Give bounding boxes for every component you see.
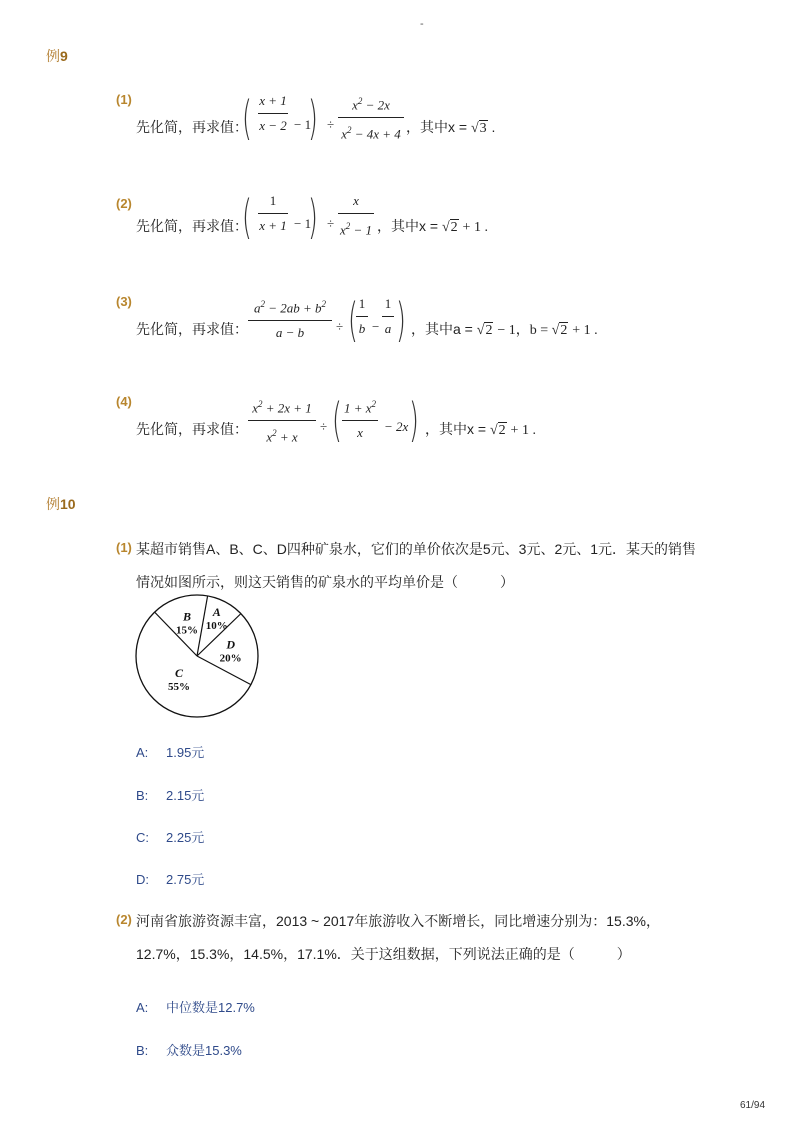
fraction: $x^2 - 2x$ $x^2 - 4x + 4$ [338, 93, 404, 143]
right-paren: ) [396, 293, 406, 347]
example-number: 10 [60, 496, 76, 512]
question-text: 12.7%，15.3%，14.5%，17.1%．关于这组数据，下列说法正确的是（ ） [136, 946, 631, 962]
problem-number: (3) [116, 294, 132, 309]
divide-sign: ÷ [320, 419, 328, 434]
pie-category-label: B [183, 609, 192, 624]
problem-number: (1) [116, 540, 132, 555]
divide-sign: ÷ [327, 216, 335, 231]
condition-line: ，其中a = √2 − 1，b = √2 + 1 . [411, 321, 598, 338]
pie-chart [132, 592, 262, 720]
right-paren: ) [409, 393, 419, 447]
fraction: 1 x + 1 [259, 193, 287, 233]
minus-one: − 1 [294, 117, 312, 132]
page-number: 61/94 [740, 1100, 766, 1111]
option-a[interactable]: A: 1.95元 [136, 745, 205, 760]
fraction: 1 a [382, 296, 394, 337]
pie-category-label: C [174, 665, 183, 680]
problem-prompt: 先化简，再求值： [136, 119, 248, 135]
divide-sign: ÷ [336, 319, 344, 334]
pie-category-label: D [226, 637, 236, 652]
left-paren: ( [332, 393, 342, 447]
option-d[interactable]: D: 2.75元 [136, 872, 205, 887]
fraction: x $x^2 - 1$ [339, 193, 373, 238]
left-paren: ( [242, 190, 252, 244]
condition-line: ，其中x = √2 + 1 . [425, 421, 536, 438]
fraction: $a^2 - 2ab + b^2$ a − b [248, 296, 332, 341]
option-b[interactable]: B: 众数是15.3% [136, 1043, 242, 1058]
question-text: 某超市销售A、B、C、D四种矿泉水，它们的单价依次是5元、3元、2元、1元．某天的销售 [136, 541, 697, 557]
minus-2x: − 2x [384, 419, 409, 434]
question-text: 情况如图所示，则这天销售的矿泉水的平均单价是（ ） [136, 574, 514, 590]
pie-value-label: 10% [205, 619, 228, 632]
example-number: 9 [60, 48, 68, 64]
problem-number: (4) [116, 394, 132, 409]
condition-line: ，其中x = √2 + 1 . [377, 218, 488, 235]
pie-value-label: 20% [219, 652, 242, 665]
minus-sign: − [372, 319, 380, 334]
left-paren: ( [348, 293, 358, 347]
example-9-heading [46, 46, 68, 66]
pie-value-label: 15% [176, 624, 199, 637]
option-b[interactable]: B: 2.15元 [136, 788, 205, 803]
problem-prompt: 先化简，再求值： [136, 321, 248, 337]
problem-prompt: 先化简，再求值： [136, 218, 248, 234]
top-mark: - [420, 18, 424, 30]
pie-value-label: 55% [167, 680, 190, 693]
example-label: 例 [46, 496, 60, 512]
option-a[interactable]: A: 中位数是12.7% [136, 1000, 255, 1015]
problem-prompt: 先化简，再求值： [136, 421, 248, 437]
problem-number: (2) [116, 196, 132, 211]
question-text: 河南省旅游资源丰富，2013 ~ 2017年旅游收入不断增长，同比增速分别为：15.3%， [136, 913, 660, 929]
example-10-heading [46, 494, 76, 514]
example-label: 例 [46, 48, 60, 64]
problem-number: (1) [116, 92, 132, 107]
right-paren: ) [308, 91, 318, 145]
fraction: $1 + x^2$ x [343, 399, 377, 441]
problem-number: (2) [116, 912, 132, 927]
fraction: $x^2 + 2x + 1$ $x^2 + x$ [248, 396, 316, 446]
fraction: 1 b [356, 296, 368, 337]
right-paren: ) [308, 190, 318, 244]
divide-sign: ÷ [327, 117, 335, 132]
left-paren: ( [242, 91, 252, 145]
fraction: x + 1 x − 2 [259, 93, 287, 133]
option-c[interactable]: C: 2.25元 [136, 830, 205, 845]
minus-one: − 1 [294, 216, 312, 231]
condition-line: ，其中x = √3 . [406, 119, 496, 136]
pie-category-label: A [212, 604, 221, 619]
